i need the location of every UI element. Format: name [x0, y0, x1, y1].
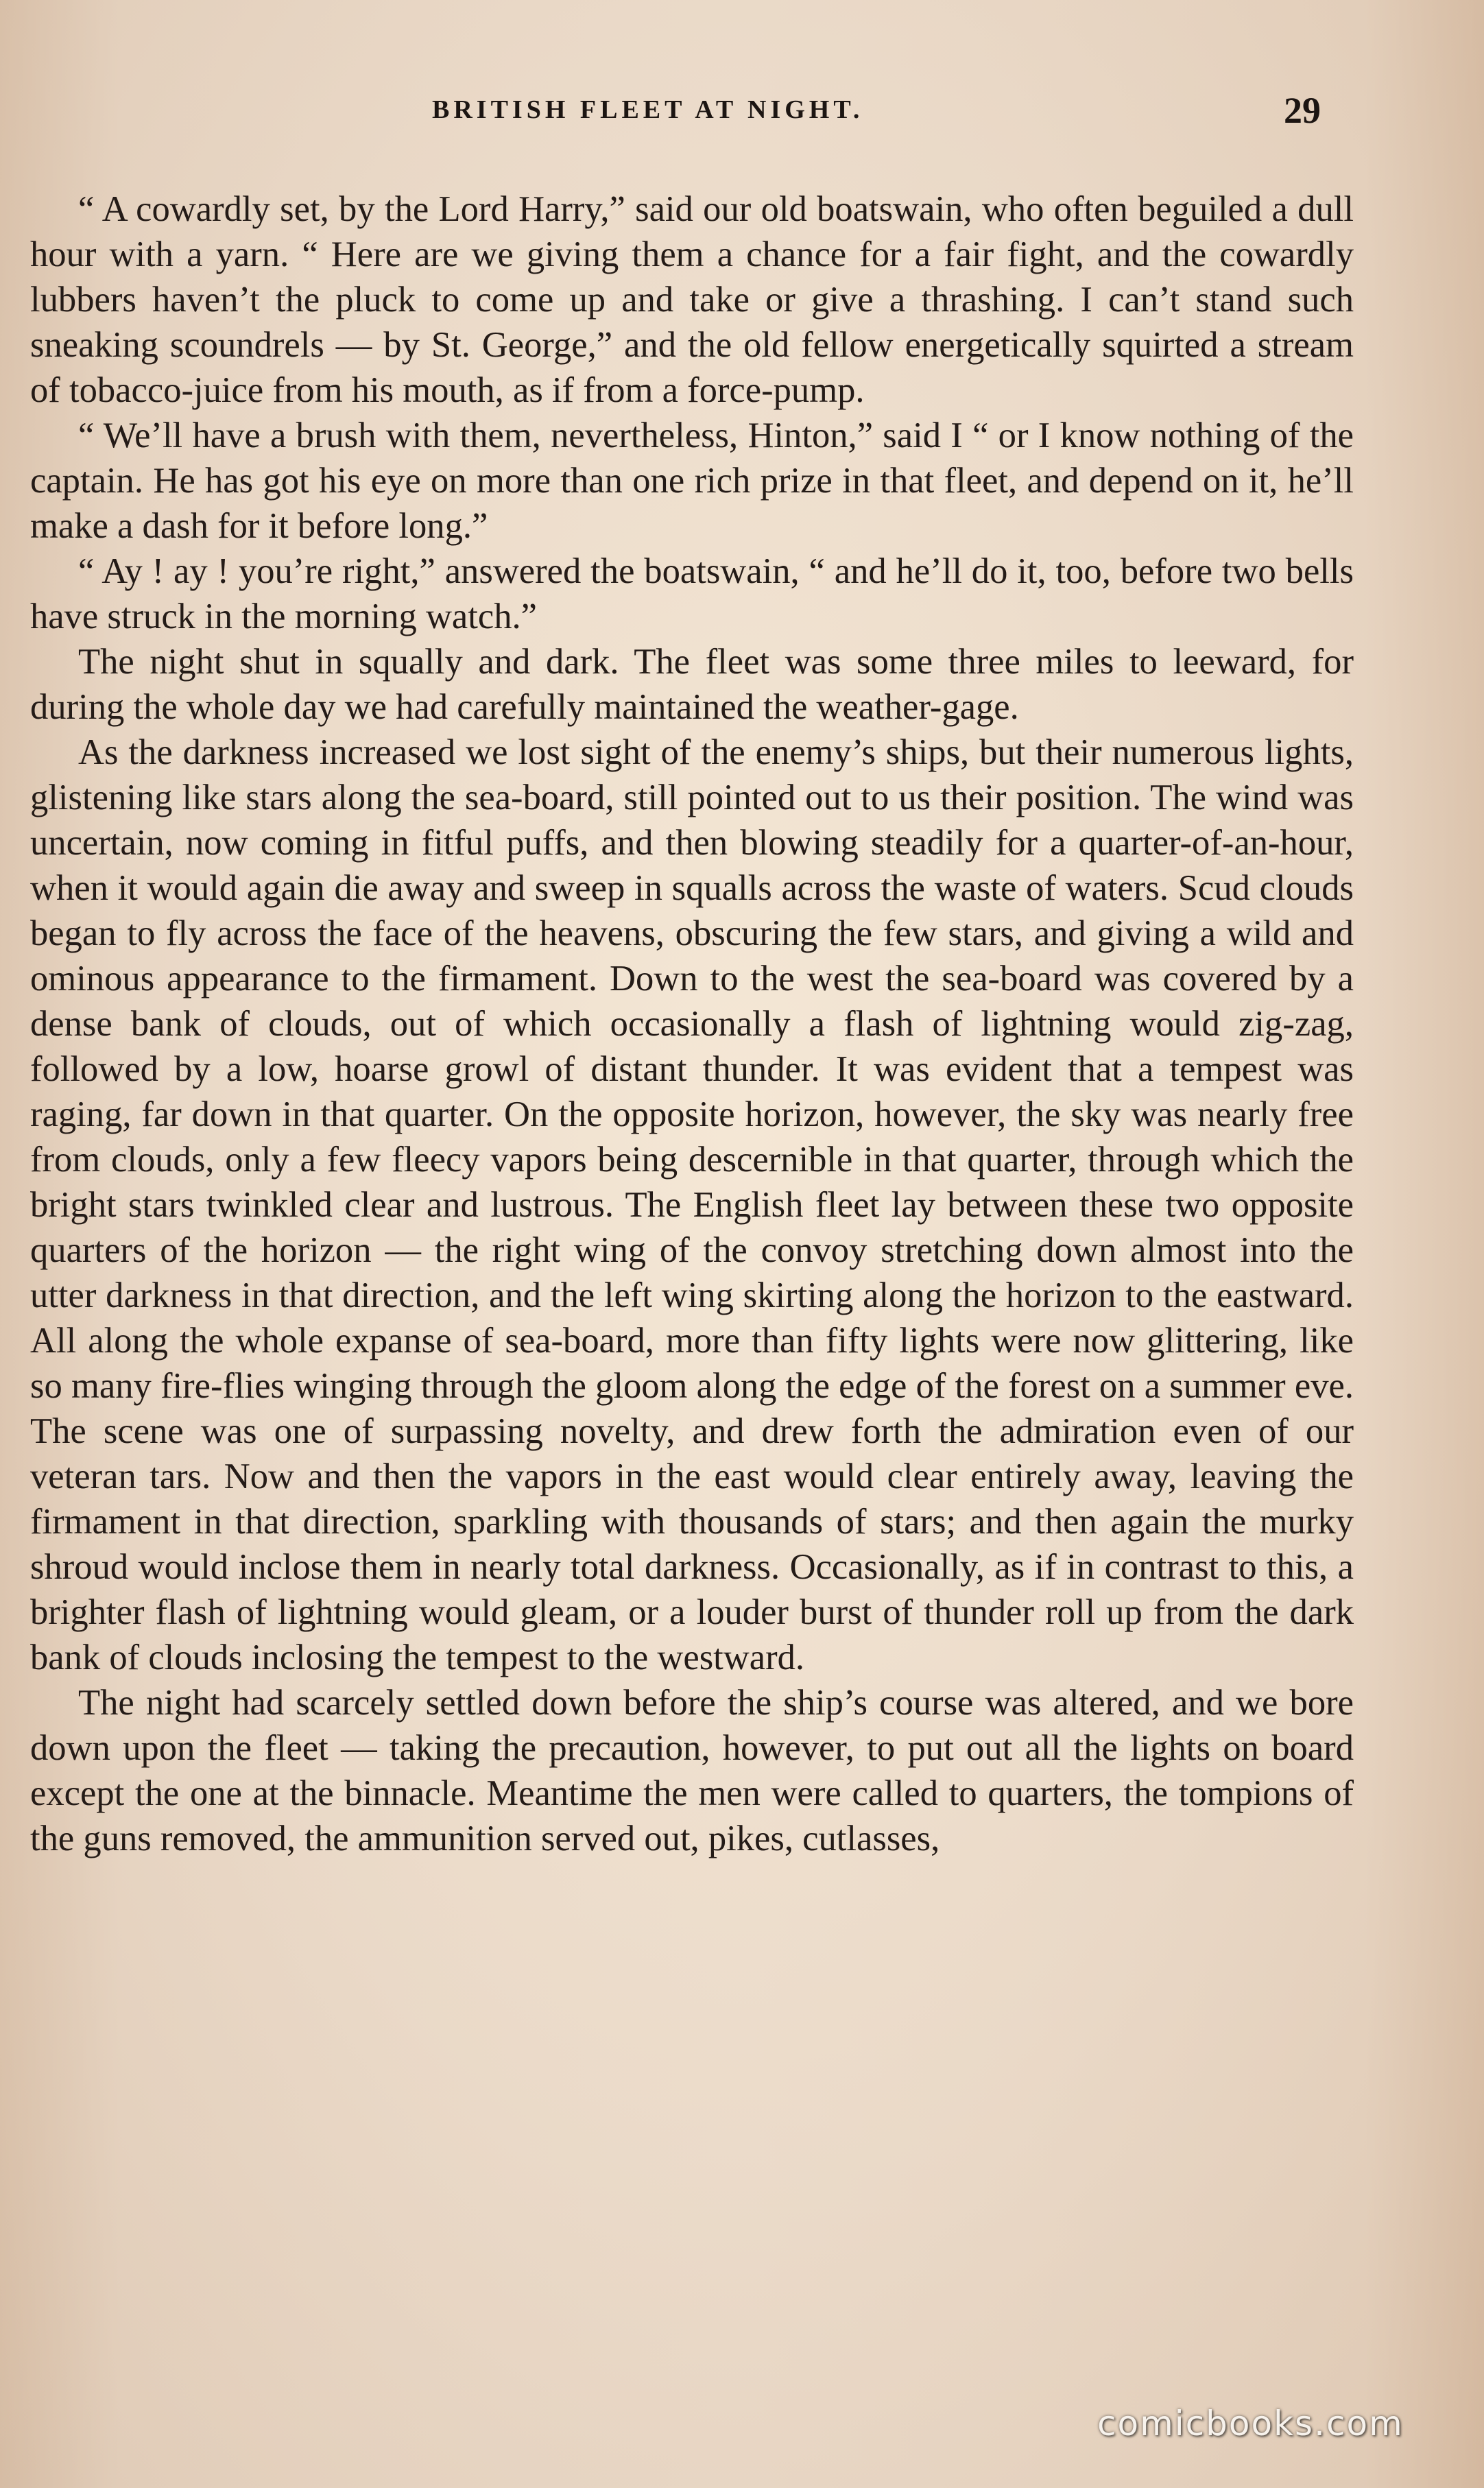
page-number: 29	[1284, 90, 1321, 131]
paragraph-boatswain-speech: “ A cowardly set, by the Lord Harry,” said our old boatswain, who often beguiled a dull hour with a yarn. “ Here are we giving them a chance for a fair fight, and the cowardly lubbers haven’t the pluck to come up and take or give a thrashing. I can’t stand such sneaking scoundrels — by St. George,” and the old fellow energetically squirted a stream of tobacco-juice from his mouth, as if from a force-pump.	[30, 189, 1354, 410]
paragraph-boatswain-answer: “ Ay ! ay ! you’re right,” answered the boatswain, “ and he’ll do it, too, before two bells have struck in the morning watch.”	[30, 551, 1354, 636]
paragraph-hinton-reply: “ We’ll have a brush with them, nevertheless, Hinton,” said I “ or I know nothing of the captain. He has got his eye on more than one rich prize in that fleet, and depend on it, he’ll make a dash for it before long.”	[30, 416, 1354, 546]
body-text	[30, 187, 1354, 1861]
site-watermark: comicbooks.com	[1097, 2404, 1404, 2443]
running-head: BRITISH FLEET AT NIGHT.	[432, 95, 864, 124]
paragraph-course-altered: The night had scarcely settled down before the ship’s course was altered, and we bore down upon the fleet — taking the precaution, however, to put out all the lights on board except the one at the binnacle. Meantime the men were called to quarters, the tompions of the guns removed, the ammunition served out, pikes, cutlasses,	[30, 1683, 1354, 1858]
paragraph-darkness-increased: As the darkness increased we lost sight of the enemy’s ships, but their numerous lights, glistening like stars along the sea-board, still pointed out to us their position. The wind was uncertain, now coming in fitful puffs, and then blowing steadily for a quarter-of-an-hour, when it would again die away and sweep in squalls across the waste of waters. Scud clouds began to fly across the face of the heavens, obscuring the few stars, and giving a wild and ominous appearance to the firmament. Down to the west the sea-board was covered by a dense bank of clouds, out of which occasionally a flash of lightning would zig-zag, followed by a low, hoarse growl of distant thunder. It was evident that a tempest was raging, far down in that quarter. On the opposite horizon, however, the sky was nearly free from clouds, only a few fleecy vapors being descernible in that quarter, through which the bright stars twinkled clear and lustrous. The English fleet lay between these two opposite quarters of the horizon — the right wing of the convoy stretching down almost into the utter darkness in that direction, and the left wing skirting along the horizon to the eastward. All along the whole expanse of sea-board, more than fifty lights were now glittering, like so many fire-flies winging through the gloom along the edge of the forest on a summer eve. The scene was one of surpassing novelty, and drew forth the admiration even of our veteran tars. Now and then the vapors in the east would clear entirely away, leaving the firmament in that direction, sparkling with thousands of stars; and then again the murky shroud would inclose them in nearly total darkness. Occasionally, as if in contrast to this, a brighter flash of lightning would gleam, or a louder burst of thunder roll up from the dark bank of clouds inclosing the tempest to the westward.	[30, 732, 1354, 1677]
page-header	[0, 88, 1484, 143]
paragraph-night-shut-in: The night shut in squally and dark. The fleet was some three miles to leeward, for during the whole day we had carefully maintained the weather-gage.	[30, 642, 1354, 727]
